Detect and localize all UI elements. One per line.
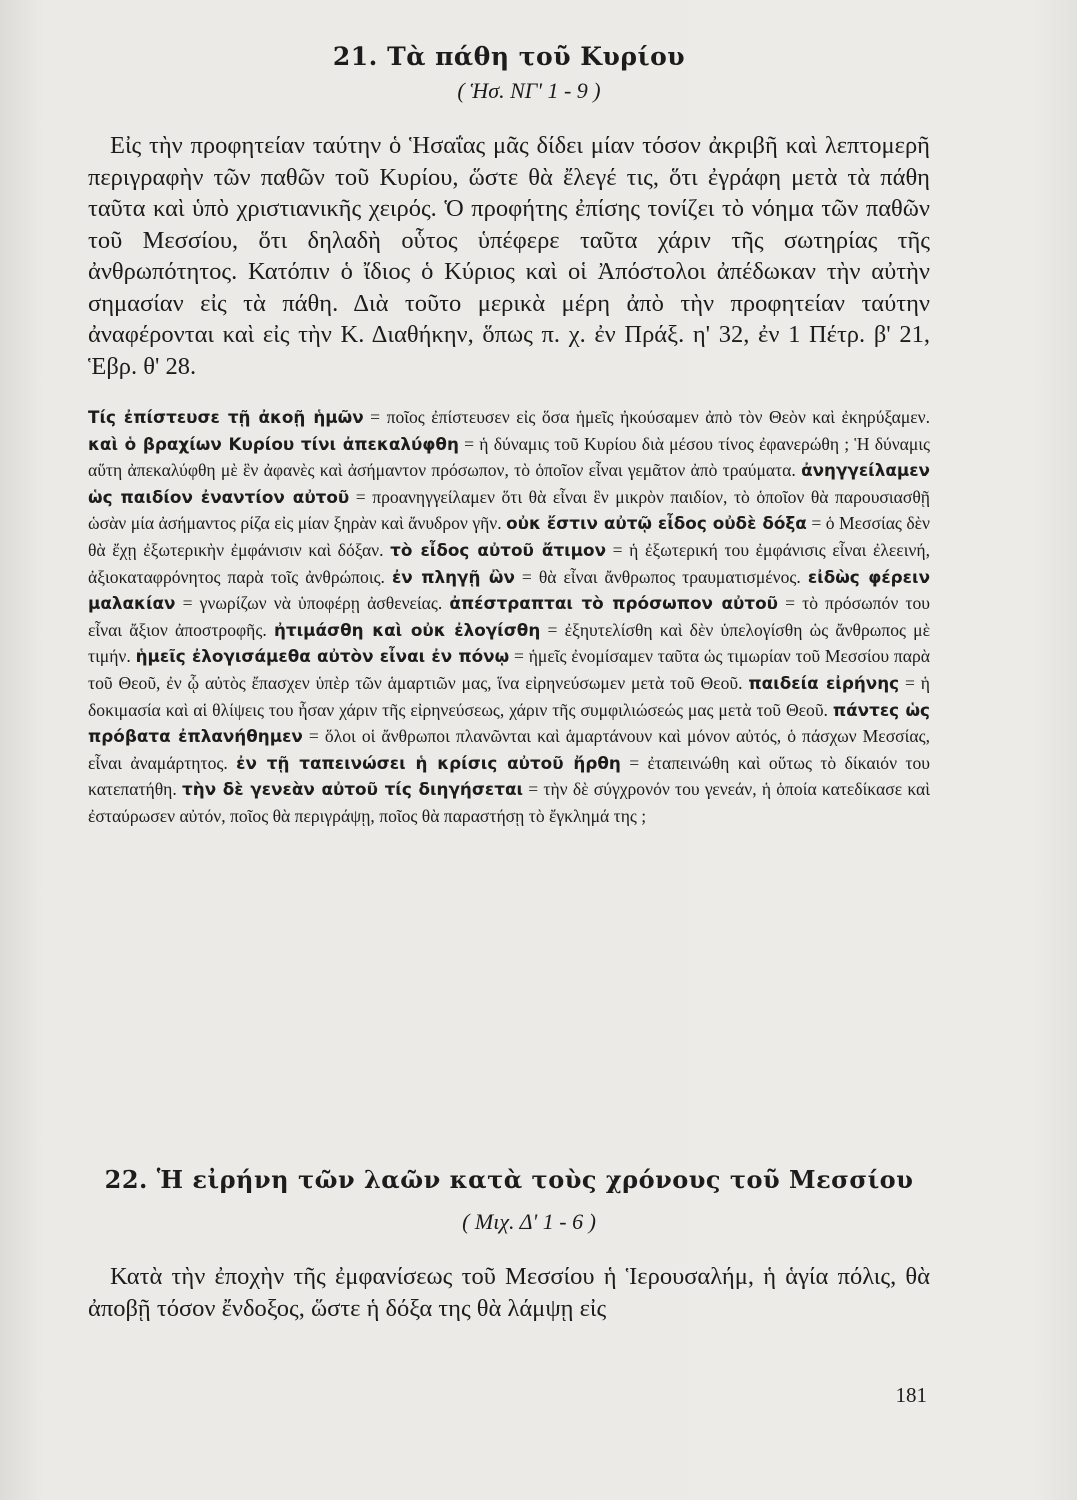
section-22-reference: ( Μιχ. Δ' 1 - 6 ) [462, 1209, 596, 1234]
note-term: καὶ ὁ βραχίων Κυρίου τίνι ἀπεκαλύφθη [88, 433, 459, 454]
section-22 [88, 1163, 930, 1324]
note-term: ἐν τῇ ταπεινώσει ἡ κρίσις αὐτοῦ ἤρθη [236, 752, 621, 773]
note-gloss: = τὸ πρόσωπόν του εἶναι ἄξιον ἀποστροφῆς. [88, 593, 930, 640]
note-term: πάντες ὡς πρόβατα ἐπλανήθημεν [88, 699, 931, 747]
note-gloss: = ποῖος ἐπίστευσεν εἰς ὅσα ἡμεῖς ἠκούσαμεν ἀπὸ τὸν Θεὸν καὶ ἐκηρύξαμεν. [370, 407, 931, 427]
section-21-reference: ( Ἡσ. ΝΓ' 1 - 9 ) [457, 78, 601, 103]
note-term: ἀνηγγείλαμεν ὡς παιδίον ἐναντίον αὐτοῦ [88, 460, 930, 507]
note-term: οὐκ ἔστιν αὐτῷ εἶδος οὐδὲ δόξα [506, 513, 807, 534]
note-gloss: = ἐταπεινώθη καὶ οὕτως τὸ δίκαιόν του κατεπατήθη. [88, 752, 931, 800]
note-gloss: = ἡ ἐξωτερική του ἐμφάνισις εἶναι ἐλεεινή, ἀξιοκαταφρόνητος παρὰ τοῖς ἀνθρώποις. [88, 539, 930, 587]
note-gloss: = ἡ δοκιμασία καὶ αἱ θλίψεις του ἦσαν χάριν τῆς εἰρηνεύσεως, χάριν τῆς συμφιλιώσεώς μας μετὰ τοῦ Θεοῦ. [88, 672, 930, 720]
page-number: 181 [895, 1383, 927, 1407]
note-term: εἰδὼς φέρειν μαλακίαν [88, 566, 930, 614]
note-gloss: = ὁ Μεσσίας δὲν θὰ ἔχῃ ἐξωτερικὴν ἐμφάνισιν καὶ δόξαν. [88, 513, 930, 560]
note-term: παιδεία εἰρήνης [748, 672, 900, 693]
note-term: ἐν πληγῇ ὢν [391, 566, 515, 587]
note-gloss: = προανηγγείλαμεν ὅτι θὰ εἶναι ἓν μικρὸν παιδίον, τὸ ὁποῖον θὰ παρουσιασθῇ ὡσὰν μία ἀσήμαντος ρίζα εἰς μίαν ξηρὰν καὶ ἄνυδρον γῆν. [88, 486, 930, 534]
section-21 [88, 40, 930, 830]
note-gloss: = θὰ εἶναι ἄνθρωπος τραυματισμένος. [521, 566, 801, 587]
section-21-title: 21. Τὰ πάθη τοῦ Κυρίου [332, 42, 686, 71]
note-gloss: = ἡ δύναμις τοῦ Κυρίου διὰ μέσου τίνος ἐφανερώθη ; Ἡ δύναμις αὕτη ἀπεκαλύφθη μὲ ἓν ἀφανὲς καὶ ἀσήμαντον πρόσωπον, τὸ ὁποῖον εἶναι γεμᾶτον ἀπὸ τραύματα. [88, 433, 931, 481]
note-gloss: = τὴν δὲ σύγχρονόν του γενεάν, ἡ ὁποία κατεδίκασε καὶ ἐσταύρωσεν αὐτόν, ποῖος θὰ περιγράψῃ, ποῖος θὰ παραστήσῃ τὸ ἔγκλημά της ; [88, 779, 930, 826]
note-term: ἡμεῖς ἐλογισάμεθα αὐτὸν εἶναι ἐν πόνῳ [135, 646, 510, 667]
section-22-title: 22. Ἡ εἰρήνη τῶν λαῶν κατὰ τοὺς χρόνους τοῦ Μεσσίου [104, 1165, 914, 1194]
section-22-paragraph: Κατὰ τὴν ἐποχὴν τῆς ἐμφανίσεως τοῦ Μεσσίου ἡ Ἱερουσαλήμ, ἡ ἁγία πόλις, θὰ ἀποβῇ τόσον ἔνδοξος, ὥστε ἡ δόξα της θὰ λάμψῃ εἰς [88, 1263, 930, 1322]
note-gloss: = γνωρίζων νὰ ὑποφέρῃ ἀσθενείας. [182, 593, 443, 614]
section-21-paragraph: Εἰς τὴν προφητείαν ταύτην ὁ Ἡσαΐας μᾶς δίδει μίαν τόσον ἀκριβῆ καὶ λεπτομερῆ περιγραφὴν τῶν παθῶν τοῦ Κυρίου, ὥστε θὰ ἔλεγέ τις, ὅτι ἐγράφη μετὰ τὰ πάθη ταῦτα καὶ ὑπὸ χριστιανικῆς χειρός. Ὁ προφήτης ἐπίσης τονίζει τὸ νόημα τῶν παθῶν τοῦ Μεσσίου, ὅτι δηλαδὴ οὗτος ὑπέφερε ταῦτα χάριν τῆς σωτηρίας τῆς ἀνθρωπότητος. Κατόπιν ὁ ἴδιος ὁ Κύριος καὶ οἱ Ἀπόστολοι ἀπέδωκαν τὴν αὐτὴν σημασίαν εἰς τὰ πάθη. Διὰ τοῦτο μερικὰ μέρη ἀπὸ τὴν προφητείαν ταύτην ἀναφέρονται καὶ εἰς τὴν Κ. Διαθήκην, ὅπως π. χ. ἐν Πράξ. η' 32, ἐν 1 Πέτρ. β' 21, Ἑβρ. θ' 28. [88, 132, 930, 380]
note-gloss: = ὅλοι οἱ ἄνθρωποι πλανῶνται καὶ ἁμαρτάνουν καὶ μόνον αὐτός, ὁ πάσχων Μεσσίας, εἶναι ἀναμάρτητος. [88, 726, 930, 773]
note-term: ἀπέστραπται τὸ πρόσωπον αὐτοῦ [449, 593, 778, 614]
note-gloss: = ἐξηυτελίσθη καὶ δὲν ὑπελογίσθη ὡς ἄνθρωπος μὲ τιμήν. [88, 619, 930, 667]
note-term: ἠτιμάσθη καὶ οὐκ ἐλογίσθη [273, 619, 541, 640]
note-gloss: = ἡμεῖς ἐνομίσαμεν ταῦτα ὡς τιμωρίαν τοῦ Μεσσίου παρὰ τοῦ Θεοῦ, ἐν ᾧ αὐτὸς ἔπασχεν ὑπὲρ τῶν ἁμαρτιῶν μας, ἵνα εἰρηνεύσωμεν μετὰ τοῦ Θεοῦ. [88, 646, 931, 693]
note-term: τὴν δὲ γενεὰν αὐτοῦ τίς διηγήσεται [182, 779, 524, 800]
note-term: Τίς ἐπίστευσε τῇ ἀκοῇ ἡμῶν [88, 407, 364, 427]
section-21-notes [88, 404, 930, 830]
note-term: τὸ εἶδος αὐτοῦ ἄτιμον [390, 539, 606, 560]
